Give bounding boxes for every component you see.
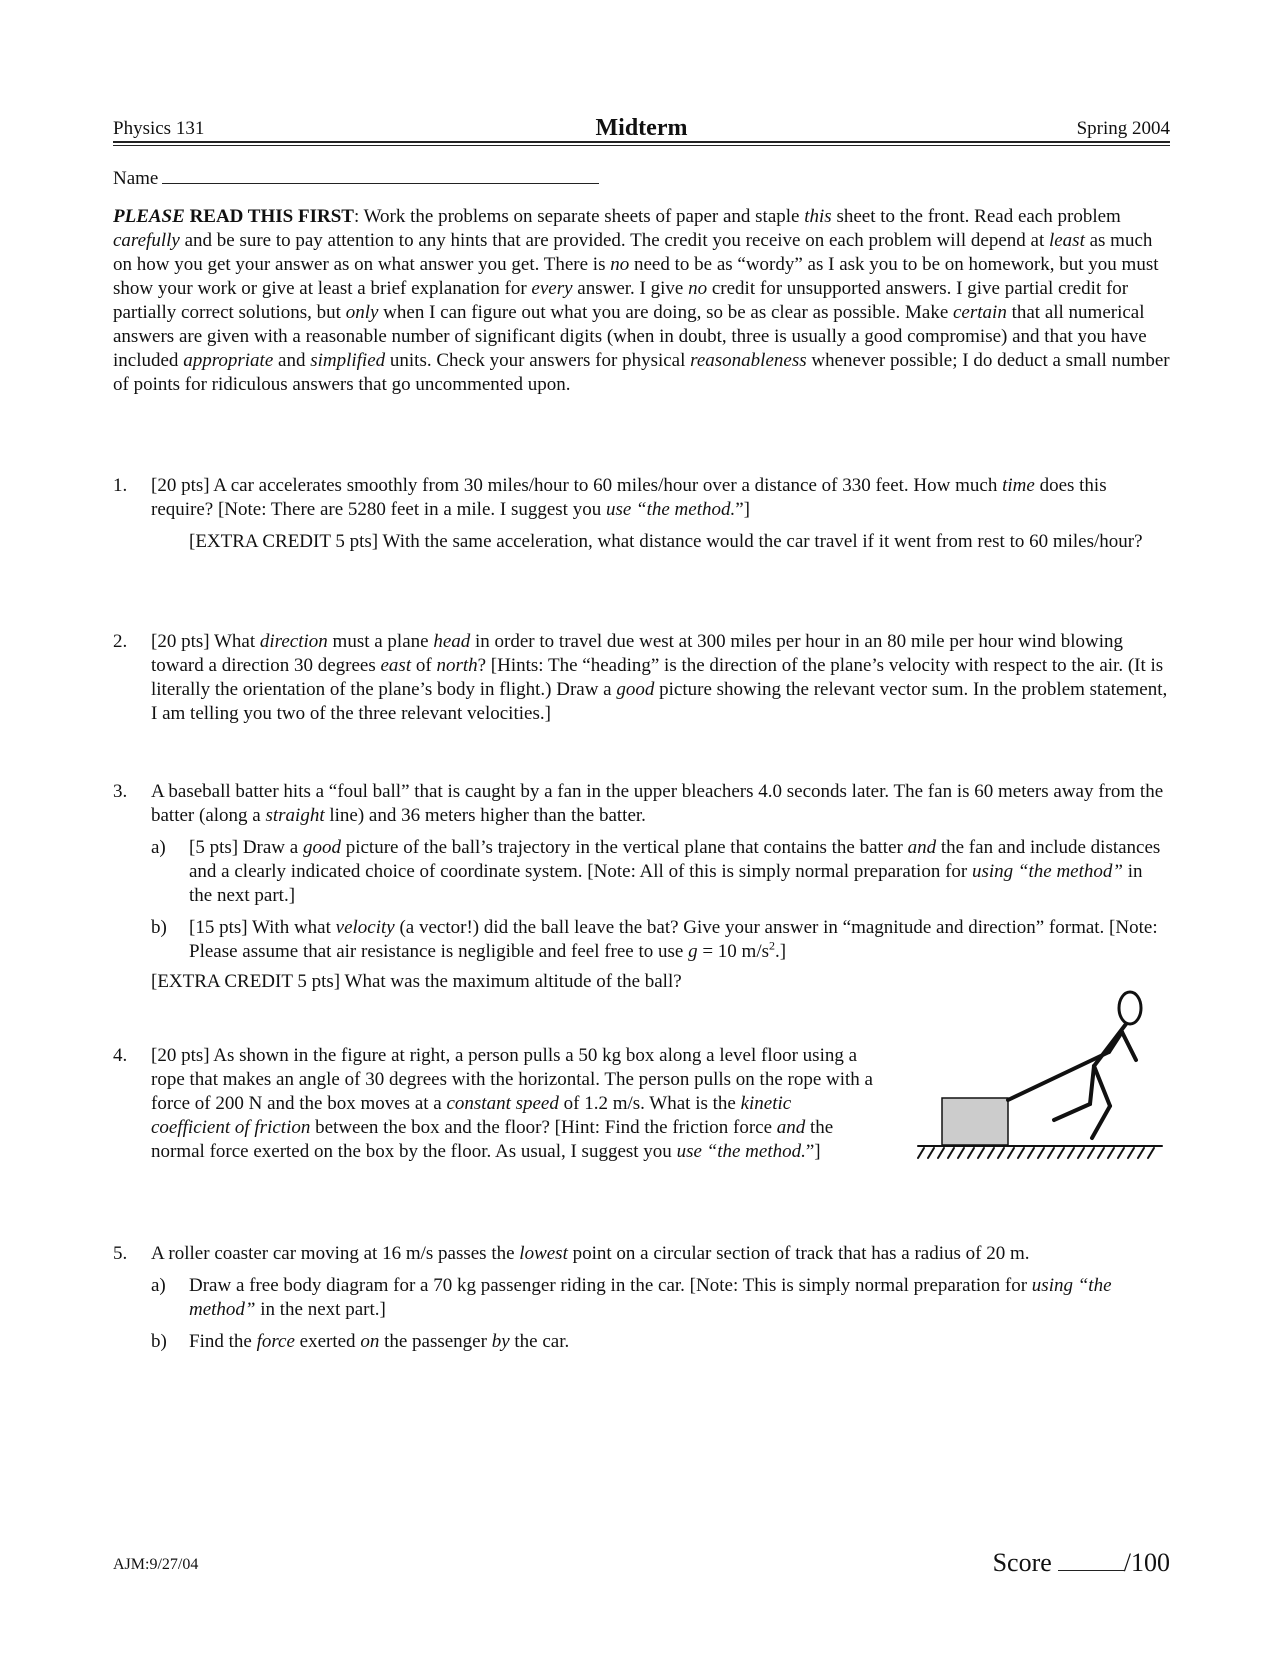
- text: must a plane: [327, 631, 434, 652]
- intro-emphasis: this: [804, 206, 832, 227]
- text: exerted: [294, 1331, 361, 1352]
- text: in the next part.]: [189, 861, 1143, 906]
- text: picture showing the relevant vector sum. In the problem statement, I am telling you two of the three relevant velocities.]: [151, 679, 1168, 724]
- text: ”]: [805, 1141, 821, 1162]
- name-field: [113, 168, 599, 190]
- problem-1: [113, 474, 1170, 554]
- intro-text: and be sure to pay attention to any hints that are provided. The credit you receive on each problem will depend at: [179, 230, 1049, 251]
- subpart-text: [189, 836, 1170, 908]
- text: Find the: [189, 1331, 257, 1352]
- text: of: [411, 655, 437, 676]
- instructions-paragraph: [113, 205, 1170, 397]
- person-shin-front: [1054, 1104, 1090, 1120]
- extra-credit-text: [EXTRA CREDIT 5 pts] With the same acceleration, what distance would the car travel if it went from rest to 60 miles/hour?: [189, 531, 1143, 552]
- intro-emphasis: every: [531, 278, 573, 299]
- problem-number: 3.: [113, 781, 128, 802]
- page-title: Midterm: [595, 115, 688, 141]
- score-field: [993, 1548, 1170, 1578]
- subpart-text: [189, 916, 1170, 964]
- emphasis: constant speed: [446, 1093, 559, 1114]
- intro-emphasis: carefully: [113, 230, 180, 251]
- text: the car.: [509, 1331, 570, 1352]
- term-label: Spring 2004: [1076, 118, 1170, 139]
- emphasis: head: [433, 631, 471, 652]
- subpart-a: [151, 1274, 1170, 1322]
- text: [20 pts] What: [151, 631, 260, 652]
- person-arm-back: [1122, 1032, 1136, 1060]
- subpart-text: [189, 1274, 1170, 1322]
- document-code: AJM:9/27/04: [113, 1556, 199, 1573]
- problem-3: [113, 780, 1170, 994]
- emphasis: g: [688, 941, 698, 962]
- intro-text: need to be as “wordy” as I ask you to be on homework, but you must show your work or give at least a brief explanation for: [113, 254, 1159, 299]
- text: in order to travel due west at 300 miles per hour in an 80 mile per hour wind blowing toward a direction 30 degrees: [151, 631, 1123, 676]
- problem-text: [151, 474, 1170, 522]
- text: = 10 m/s: [697, 941, 770, 962]
- emphasis: velocity: [335, 917, 395, 938]
- text: the passenger: [379, 1331, 492, 1352]
- text: [20 pts] As shown in the figure at right, a person pulls a 50 kg box along a level floor using a rope that makes an angle of 30 degrees with the horizontal. The person pulls on the rope with a force of 200 N and the box moves at a: [151, 1045, 873, 1114]
- text: A roller coaster car moving at 16 m/s passes the: [151, 1243, 520, 1264]
- emphasis: north: [436, 655, 478, 676]
- text: point on a circular section of track that has a radius of 20 m.: [567, 1243, 1030, 1264]
- text: line) and 36 meters higher than the batter.: [324, 805, 646, 826]
- figure-group: [918, 992, 1162, 1158]
- name-blank-line: [162, 169, 599, 184]
- subpart-label: a): [151, 1275, 166, 1296]
- problem-number: 1.: [113, 475, 128, 496]
- text: between the box and the floor? [Hint: Find the friction force: [310, 1117, 777, 1138]
- person-leg-front: [1090, 1066, 1094, 1104]
- intro-text: that all numerical answers are given with a reasonable number of significant digits (when in doubt, three is usually a good compromise) and that you have included: [113, 302, 1147, 371]
- text: .]: [775, 941, 787, 962]
- score-label: Score: [992, 1548, 1052, 1577]
- emphasis: time: [1002, 475, 1035, 496]
- text: ? [Hints: The “heading” is the direction of the plane’s velocity with respect to the air. (It is literally the orientation of the plane’s body in flight.) Draw a: [151, 655, 1164, 700]
- text: the normal force exerted on the box by the floor. As usual, I suggest you: [151, 1117, 834, 1162]
- emphasis: by: [491, 1331, 510, 1352]
- emphasis: using “the method”: [972, 861, 1123, 882]
- text: A baseball batter hits a “foul ball” that is caught by a fan in the upper bleachers 4.0 seconds later. The fan is 60 meters away from the batter (along a: [151, 781, 1164, 826]
- problem-4: [113, 1044, 873, 1164]
- floor-hatching: [918, 1148, 1154, 1158]
- person-leg-back: [1094, 1066, 1110, 1106]
- subpart-b: [151, 1330, 1170, 1354]
- subpart-text: [189, 1330, 1170, 1354]
- read-first-label: READ THIS FIRST: [184, 206, 354, 227]
- problem-number: 5.: [113, 1243, 128, 1264]
- emphasis: using “the method”: [189, 1275, 1112, 1320]
- text: [5 pts] Draw a: [189, 837, 303, 858]
- intro-emphasis: no: [688, 278, 708, 299]
- subpart-label: a): [151, 837, 166, 858]
- header-rule-thin: [113, 145, 1170, 146]
- intro-emphasis: only: [345, 302, 379, 323]
- intro-emphasis: least: [1048, 230, 1085, 251]
- name-label: Name: [113, 168, 159, 189]
- intro-emphasis: no: [610, 254, 630, 275]
- problem-2: [113, 630, 1170, 726]
- text: in the next part.]: [255, 1299, 386, 1320]
- superscript: 2: [769, 938, 776, 953]
- intro-emphasis: appropriate: [183, 350, 274, 371]
- text: the fan and include distances and a clearly indicated choice of coordinate system. [Note: All of this is simply normal preparation for: [189, 837, 1161, 882]
- intro-text: sheet to the front. Read each problem: [831, 206, 1121, 227]
- text: of 1.2 m/s. What is the: [558, 1093, 741, 1114]
- subpart-label: b): [151, 917, 167, 938]
- emphasis: force: [256, 1331, 295, 1352]
- intro-text: when I can figure out what you are doing, so be as clear as possible. Make: [378, 302, 953, 323]
- emphasis: use “the method.: [605, 499, 736, 520]
- problem-text: [151, 1044, 873, 1164]
- emphasis: direction: [259, 631, 328, 652]
- problem-text: [151, 780, 1170, 828]
- problem-number: 4.: [113, 1045, 128, 1066]
- emphasis: kinetic coefficient of friction: [151, 1093, 792, 1138]
- person-shin-back: [1092, 1106, 1110, 1138]
- problem-text: [151, 630, 1170, 726]
- emphasis: straight: [265, 805, 325, 826]
- text: ”]: [735, 499, 751, 520]
- emphasis: east: [380, 655, 412, 676]
- text: Draw a free body diagram for a 70 kg passenger riding in the car. [Note: This is simply normal preparation for: [189, 1275, 1032, 1296]
- text: (a vector!) did the ball leave the bat? Give your answer in “magnitude and direction” format. [Note: Please assume that air resistance is negligible and feel free to use: [189, 917, 1158, 962]
- score-blank-line: [1058, 1550, 1124, 1571]
- intro-emphasis: reasonableness: [690, 350, 807, 371]
- emphasis: lowest: [519, 1243, 568, 1264]
- emphasis: and: [907, 837, 937, 858]
- person-head: [1119, 992, 1141, 1024]
- emphasis: and: [776, 1117, 806, 1138]
- emphasis: good: [302, 837, 341, 858]
- intro-emphasis: simplified: [310, 350, 386, 371]
- intro-text: whenever possible; I do deduct a small number of points for ridiculous answers that go uncommented upon.: [113, 350, 1170, 395]
- emphasis: good: [616, 679, 655, 700]
- box: [942, 1098, 1008, 1145]
- course-label: Physics 131: [113, 118, 205, 139]
- intro-text: as much on how you get your answer as on what answer you get. There is: [113, 230, 1153, 275]
- subpart-b: [151, 916, 1170, 964]
- subpart-a: [151, 836, 1170, 908]
- intro-text: and: [273, 350, 311, 371]
- intro-text: credit for unsupported answers. I give partial credit for partially correct solutions, but: [113, 278, 1129, 323]
- intro-text: answer. I give: [572, 278, 689, 299]
- problem-text: [151, 1242, 1170, 1266]
- subpart-label: b): [151, 1331, 167, 1352]
- emphasis: use “the method.: [676, 1141, 806, 1162]
- text: does this require? [Note: There are 5280 feet in a mile. I suggest you: [151, 475, 1107, 520]
- score-total: /100: [1123, 1548, 1170, 1577]
- text: [15 pts] With what: [189, 917, 336, 938]
- problem-number: 2.: [113, 631, 128, 652]
- please-emphasis: PLEASE: [113, 206, 185, 227]
- header-rule: [113, 141, 1170, 143]
- problem-5: [113, 1242, 1170, 1354]
- text: picture of the ball’s trajectory in the vertical plane that contains the batter: [340, 837, 908, 858]
- intro-text: : Work the problems on separate sheets of paper and staple: [353, 206, 805, 227]
- emphasis: on: [360, 1331, 380, 1352]
- extra-credit-text: [EXTRA CREDIT 5 pts] What was the maximum altitude of the ball?: [151, 971, 682, 992]
- intro-emphasis: certain: [953, 302, 1007, 323]
- intro-text: units. Check your answers for physical: [385, 350, 691, 371]
- person-pulling-box-figure: [914, 988, 1174, 1168]
- text: [20 pts] A car accelerates smoothly from 30 miles/hour to 60 miles/hour over a distance of 330 feet. How much: [151, 475, 1003, 496]
